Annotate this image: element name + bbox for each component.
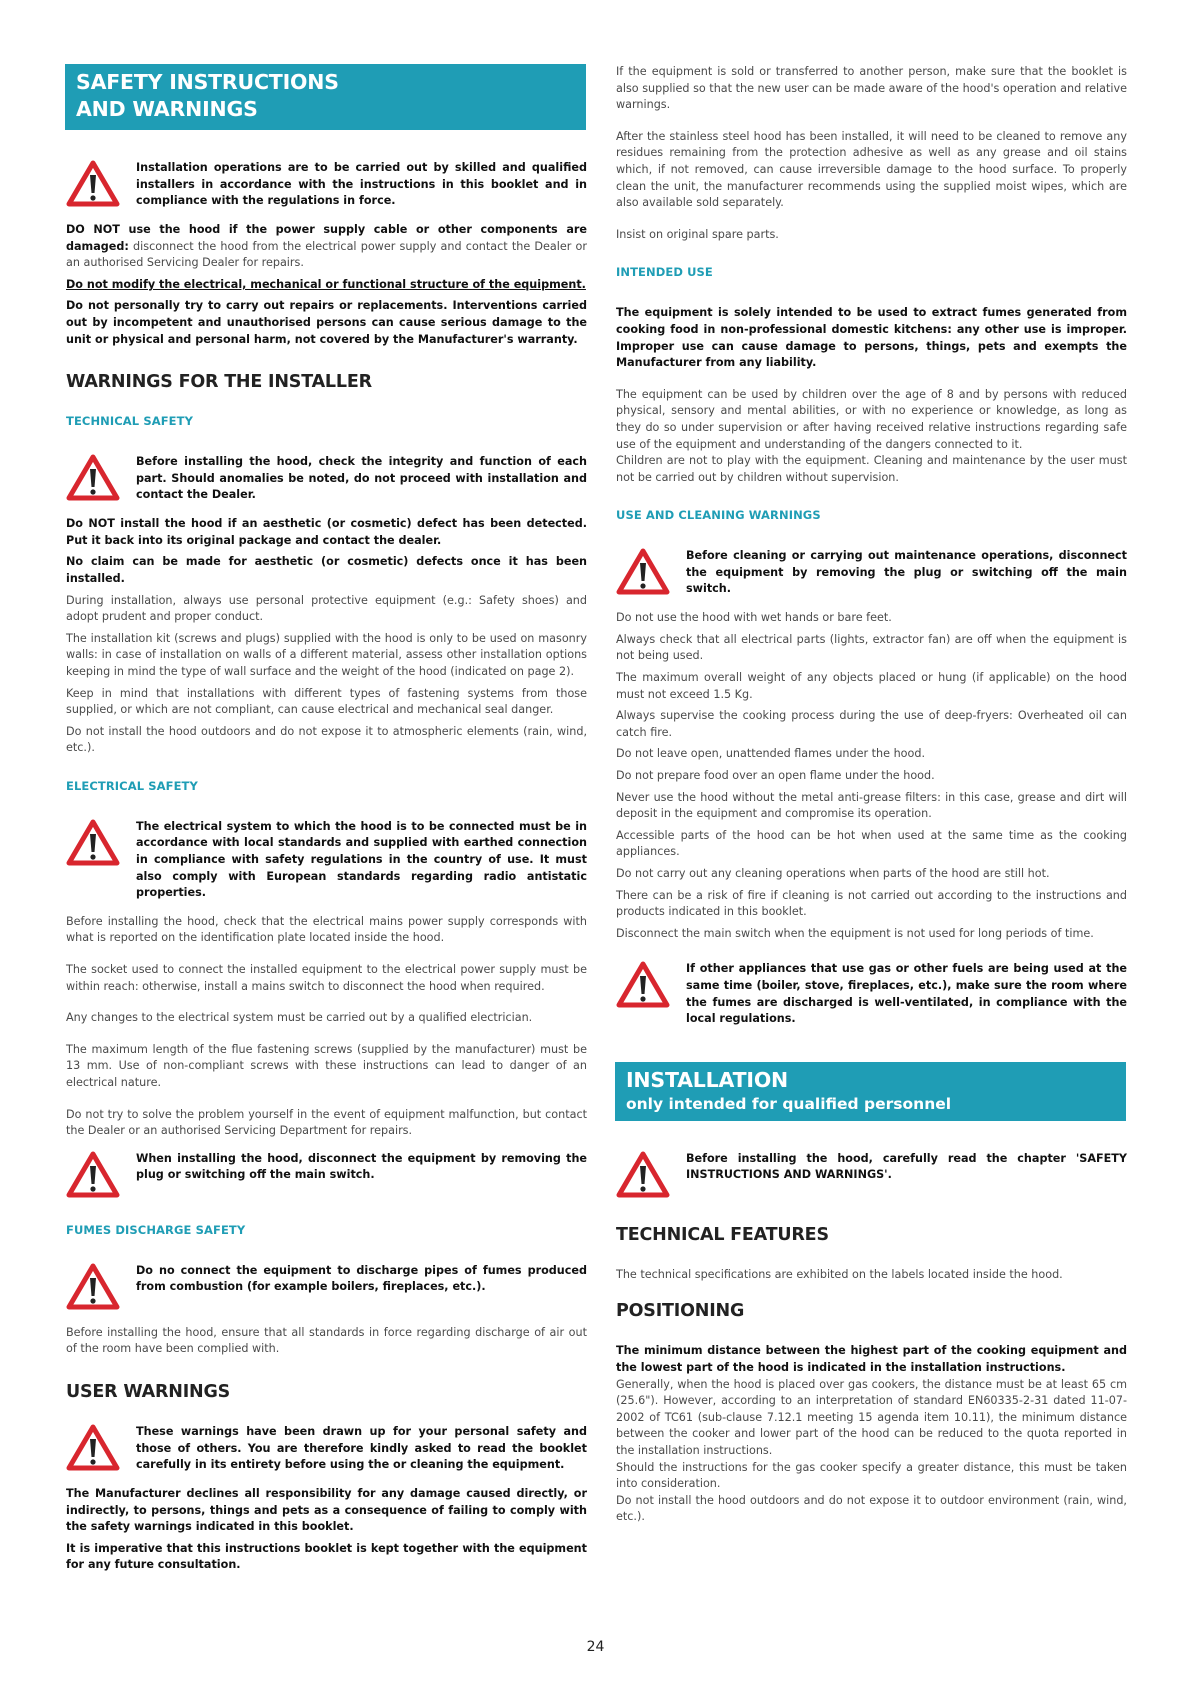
paragraph: Generally, when the hood is placed over gas cookers, the distance must be at least 65 cm (25.6"). However, according to an interpretation of standard EN60335-2-31 dated 11-07-2002 of TC61 (sub-clause 7.12.1 meeting 15 agenda item 10.11), the minimum distance between the cooker and lower part of the hood can be reduced to the quota reported in the installation instructions. [616,1377,1127,1457]
paragraph: The installation kit (screws and plugs) supplied with the hood is only to be used on masonry walls: in case of installation on walls of a different material, assess other installation options keeping in mind the type of wall surface and the weight of the hood (indicated on page 2). [66,631,587,678]
paragraph: The Manufacturer declines all responsibility for any damage caused directly, or indirectly, to persons, things and pets as a consequence of failing to comply with the safety warnings indicated in this booklet. [66,1486,587,1534]
installation-subtitle: only intended for qualified personnel [626,1094,952,1113]
page-number: 24 [586,1639,605,1655]
paragraph: Do not try to solve the problem yourself in the event of equipment malfunction, but contact the Dealer or an authorised Servicing Department for repairs. [66,1107,587,1138]
warning-block [616,961,1127,1027]
paragraph: The technical specifications are exhibited on the labels located inside the hood. [616,1267,1063,1281]
paragraph: Should the instructions for the gas cooker specify a greater distance, this must be taken into consideration. [616,1460,1127,1491]
subsection-heading: FUMES DISCHARGE SAFETY [66,1222,246,1237]
paragraph: Do not install the hood outdoors and do not expose it to atmospheric elements (rain, wind, etc.). [66,724,587,755]
warning-block [616,548,1127,598]
paragraph: Before installing the hood, ensure that all standards in force regarding discharge of air out of the room have been complied with. [66,1325,587,1356]
warning-triangle-icon [66,454,136,504]
warning-text: These warnings have been drawn up for your personal safety and those of others. You are therefore kindly asked to read the booklet carefully in its entirety before using the or cleaning the equipment. [136,1424,587,1472]
paragraph: Do not leave open, unattended flames under the hood. [616,747,926,761]
warning-triangle-icon [66,1151,136,1201]
paragraph: Never use the hood without the metal anti-grease filters: in this case, grease and dirt will deposit in the equipment and compromise its operation. [616,790,1127,821]
warning-block [66,819,587,902]
warning-triangle-icon [616,1151,686,1201]
warning-text: Do no connect the equipment to discharge pipes of fumes produced from combustion (for example boilers, fireplaces, etc.). [136,1263,587,1294]
warning-triangle-icon [66,1263,136,1313]
paragraph: Disconnect the main switch when the equipment is not used for long periods of time. [616,926,1094,940]
section-heading: WARNINGS FOR THE INSTALLER [66,372,372,393]
warning-triangle-icon [616,961,686,1011]
warning-triangle-icon [66,819,136,869]
paragraph: The socket used to connect the installed equipment to the electrical power supply must be within reach: otherwise, install a mains switch to disconnect the hood when required. [66,963,587,993]
paragraph: The minimum distance between the highest part of the cooking equipment and the lowest part of the hood is indicated in the installation instructions. [616,1344,1127,1374]
warning-triangle-icon [616,548,686,598]
subsection-heading: USE AND CLEANING WARNINGS [616,508,821,523]
paragraph: Do not prepare food over an open flame under the hood. [616,769,935,783]
subsection-heading: INTENDED USE [616,265,713,280]
warning-text: The electrical system to which the hood is to be connected must be in accordance with local standards and supplied with earthed connection in compliance with safety regulations in the country of use. It must also comply with European standards regarding radio antistatic properties. [136,819,587,900]
warning-block [66,454,587,504]
safety-header-line2: AND WARNINGS [76,97,258,121]
warning-triangle-icon [66,1424,136,1474]
paragraph: After the stainless steel hood has been installed, it will need to be cleaned to remove any residues remaining from the protection adhesive as well as any grease and oil stains which, if not removed, can cause irreversible damage to the hood surface. To properly clean the unit, the manufacturer recommends using the supplied moist wipes, which are also available sold separately. [616,129,1127,210]
warning-text: If other appliances that use gas or other fuels are being used at the same time (boiler, stove, fireplaces, etc.), make sure the room where the fumes are discharged is well-ventilated, in compliance with the local regulations. [686,962,1127,1026]
safety-header [65,64,586,130]
subsection-heading: TECHNICAL SAFETY [66,414,194,429]
warning-block [66,160,587,210]
paragraph: Keep in mind that installations with different types of fastening systems from those supplied, or which are not compliant, can cause electrical and mechanical seal danger. [66,686,587,717]
warning-block [66,1424,587,1474]
paragraph: Do NOT install the hood if an aesthetic (or cosmetic) defect has been detected. Put it back into its original package and contact the dealer. [66,517,587,547]
paragraph: Do not modify the electrical, mechanical or functional structure of the equipment. [66,277,586,291]
paragraph: The equipment can be used by children over the age of 8 and by persons with reduced physical, sensory and mental abilities, or with no experience or knowledge, as long as they do so under supervision or after having received relative instructions regarding safe use of the equipment and understanding of the dangers connected to it. [616,387,1127,451]
warning-triangle-icon [66,160,136,210]
paragraph: Always supervise the cooking process during the use of deep-fryers: Overheated oil can catch fire. [616,709,1127,739]
paragraph: The maximum overall weight of any objects placed or hung (if applicable) on the hood must not exceed 1.5 Kg. [616,671,1127,701]
warning-block [616,1151,1127,1201]
paragraph: The equipment is solely intended to be used to extract fumes generated from cooking food in non-professional domestic kitchens: any other use is improper. Improper use can cause damage to persons, things, pets and exempts the Manufacturer from any liability. [616,306,1127,370]
paragraph: Insist on original spare parts. [616,227,779,241]
paragraph: No claim can be made for aesthetic (or cosmetic) defects once it has been installed. [66,555,587,585]
paragraph: Before installing the hood, check that the electrical mains power supply corresponds with what is reported on the identification plate located inside the hood. [66,914,587,945]
warning-block [66,1263,587,1313]
paragraph: Do not use the hood with wet hands or bare feet. [616,611,892,625]
paragraph: Do not carry out any cleaning operations when parts of the hood are still hot. [616,867,1050,880]
section-heading: USER WARNINGS [66,1381,231,1402]
left-column [66,64,587,1579]
installation-title: INSTALLATION [626,1067,789,1092]
paragraph: Any changes to the electrical system must be carried out by a qualified electrician. [66,1011,533,1025]
paragraph: Do not install the hood outdoors and do not expose it to outdoor environment (rain, wind, etc.). [616,1493,1127,1524]
paragraph: It is imperative that this instructions booklet is kept together with the equipment for any future consultation. [66,1541,587,1572]
section-heading: POSITIONING [616,1301,745,1322]
right-column [616,64,1127,1531]
paragraph: If the equipment is sold or transferred to another person, make sure that the booklet is also supplied so that the new user can be made aware of the hood's operation and relative warnings. [616,65,1127,112]
paragraph: During installation, always use personal protective equipment (e.g.: Safety shoes) and adopt prudent and proper conduct. [66,593,587,624]
warning-text: When installing the hood, disconnect the equipment by removing the plug or switching off the main switch. [136,1151,587,1182]
paragraph: The maximum length of the flue fastening screws (supplied by the manufacturer) must be 13 mm. Use of non-compliant screws with these instructions can lead to danger of an electrical nature. [66,1042,587,1089]
warning-text: Before installing the hood, carefully read the chapter 'SAFETY INSTRUCTIONS AND WARNINGS'. [686,1151,1127,1182]
section-heading: TECHNICAL FEATURES [616,1224,829,1245]
paragraph: There can be a risk of fire if cleaning is not carried out according to the instructions and products indicated in this booklet. [616,888,1127,919]
warning-text: Installation operations are to be carried out by skilled and qualified installers in accordance with the instructions in this booklet and in compliance with the regulations in force. [136,161,587,208]
subsection-heading: ELECTRICAL SAFETY [66,778,198,793]
installation-header [615,1062,1126,1121]
paragraph: Accessible parts of the hood can be hot when used at the same time as the cooking appliances. [616,828,1127,859]
warning-text: Before cleaning or carrying out maintenance operations, disconnect the equipment by removing the plug or switching off the main switch. [686,549,1127,596]
warning-text: Before installing the hood, check the integrity and function of each part. Should anomalies be noted, do not proceed with installation and contact the Dealer. [136,455,587,502]
paragraph: Children are not to play with the equipment. Cleaning and maintenance by the user must not be carried out by children without supervision. [616,454,1127,484]
warning-block [66,1151,587,1201]
paragraph: Do not personally try to carry out repairs or replacements. Interventions carried out by incompetent and unauthorised persons can cause serious damage to the unit or physical and personal harm, not covered by the Manufacturer's warranty. [66,299,587,346]
paragraph: DO NOT use the hood if the power supply cable or other components are damaged: disconnect the hood from the electrical power supply and contact the Dealer or an authorised Servicing Dealer for repairs. [66,223,587,270]
safety-header-line1: SAFETY INSTRUCTIONS [76,70,339,94]
paragraph: Always check that all electrical parts (lights, extractor fan) are off when the equipment is not being used. [616,632,1127,663]
